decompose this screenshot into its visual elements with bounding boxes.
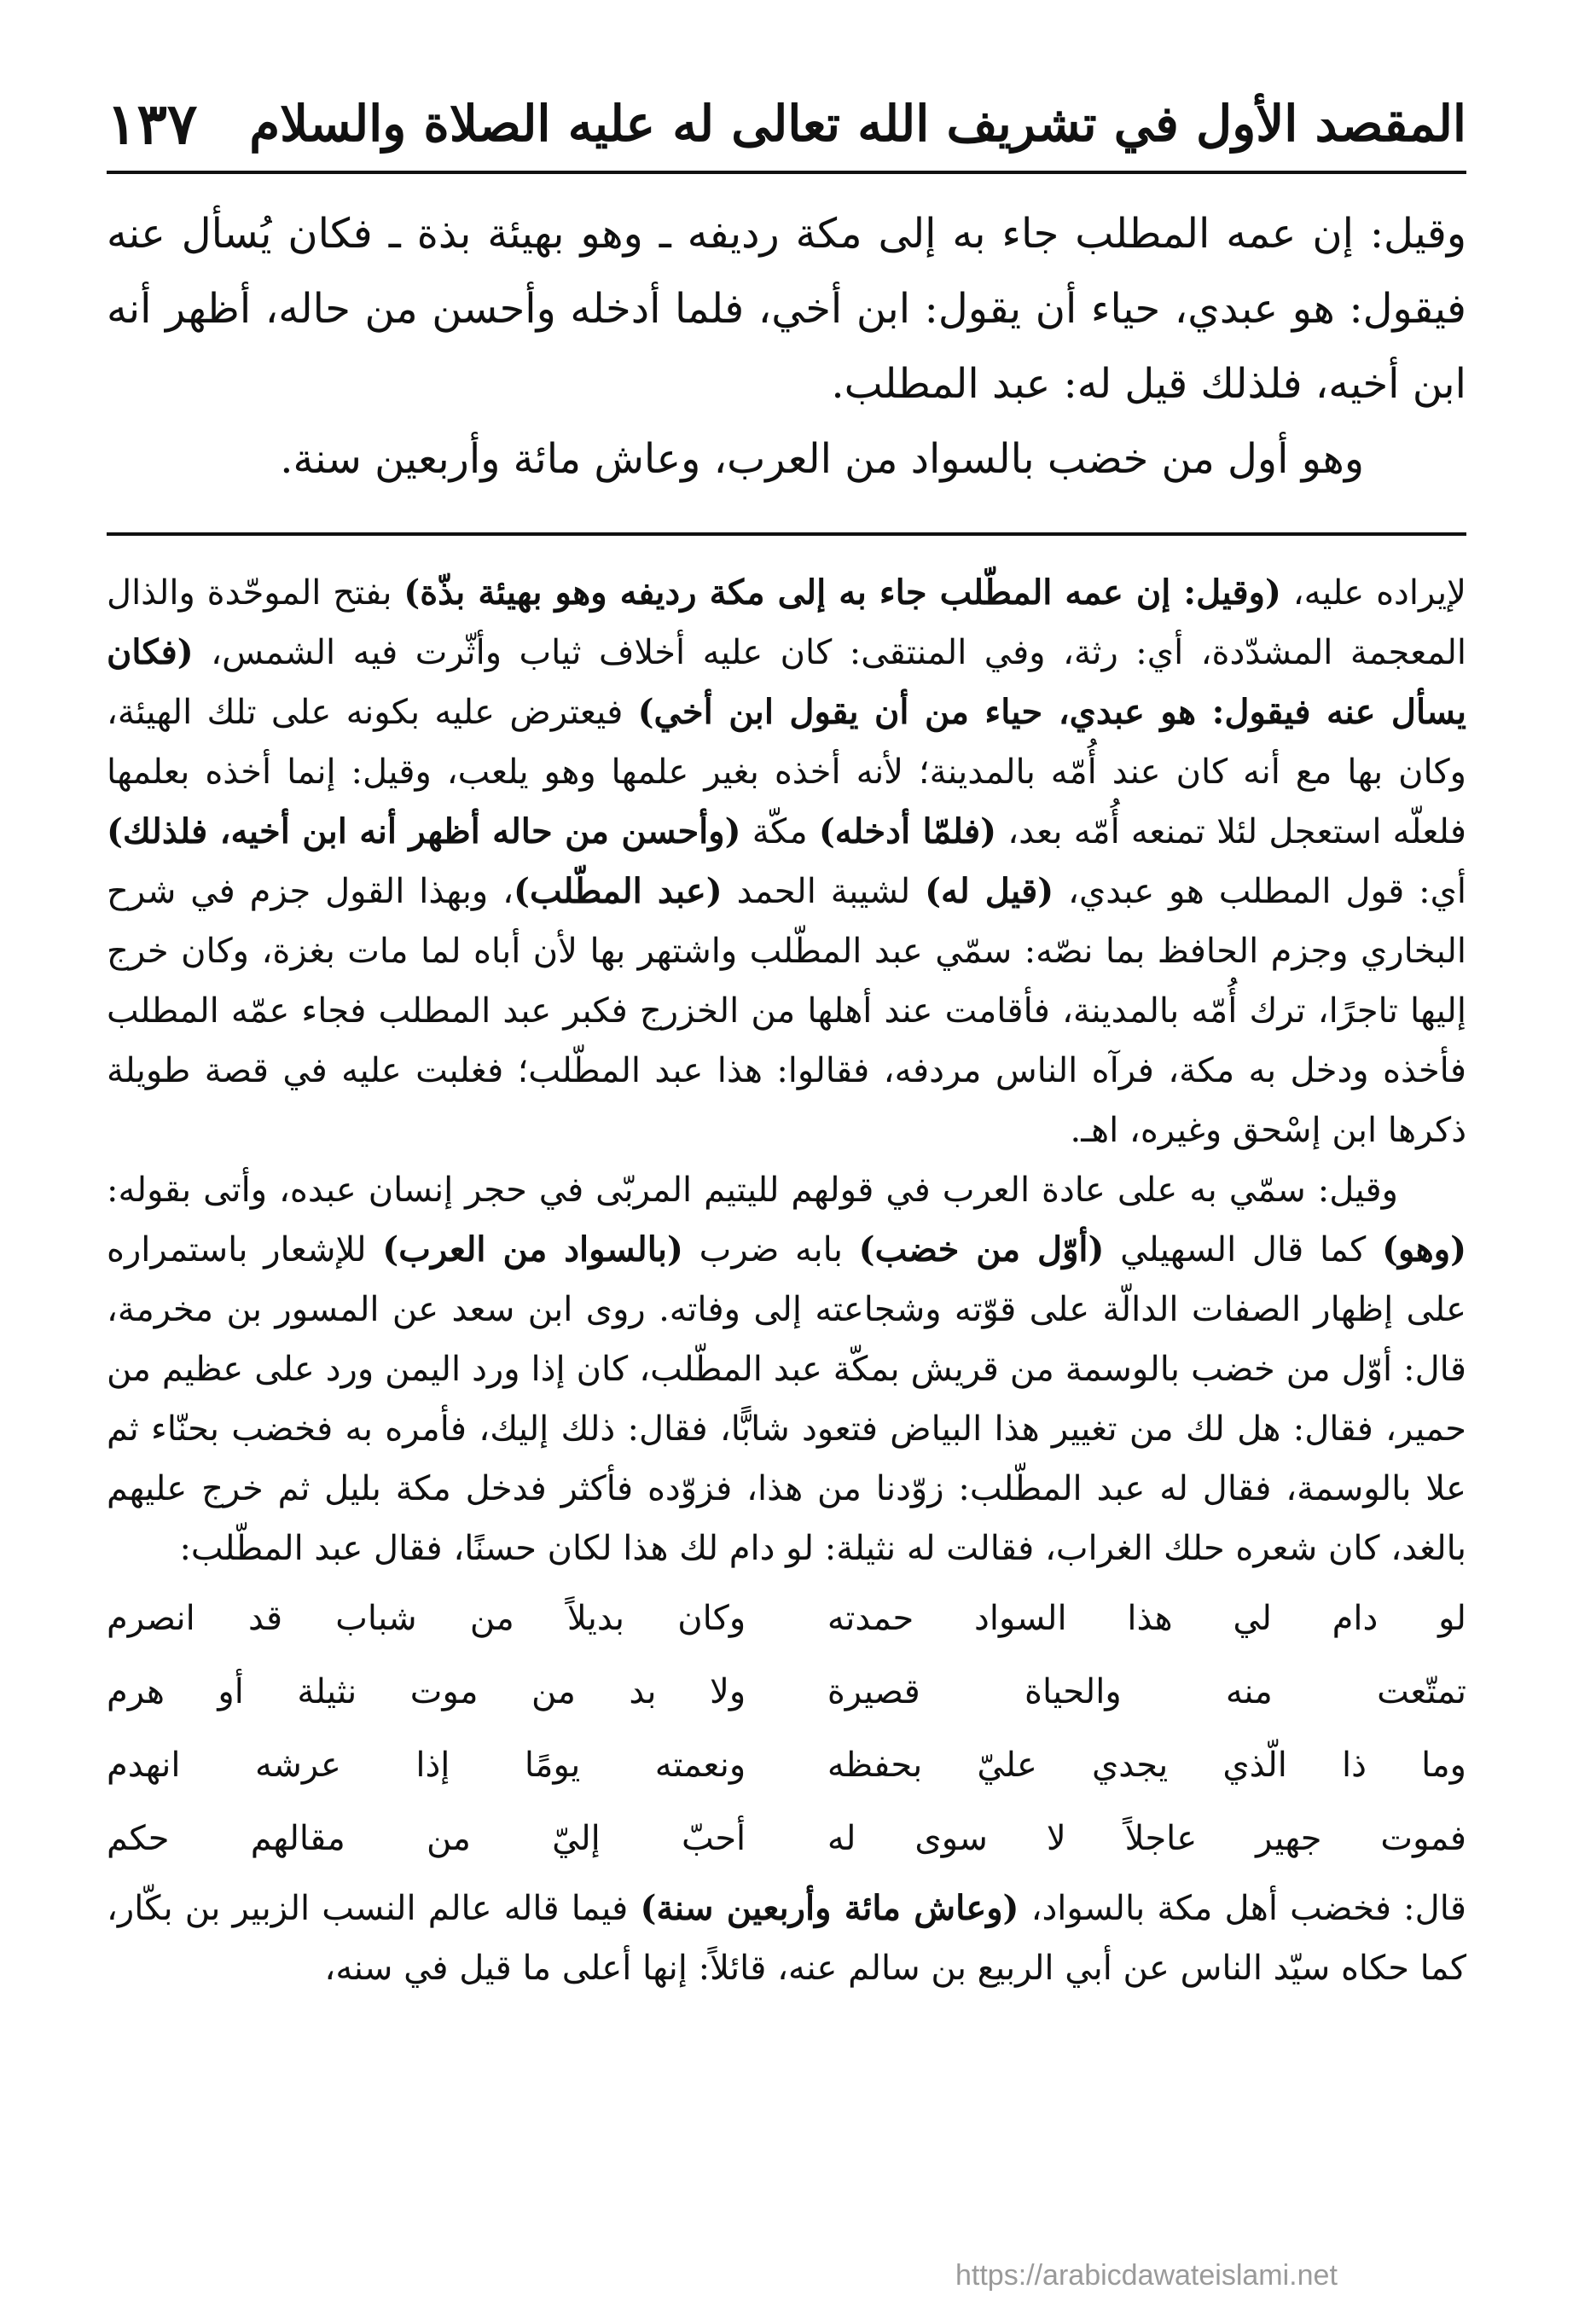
quoted-matn: (قيل له) [925, 871, 1054, 911]
section-divider [107, 532, 1466, 536]
poem-verse [107, 1582, 1466, 1655]
commentary-text: لشيبة الحمد [722, 872, 926, 911]
hemistich-left: ولا بد من موت نثيلة أو هرم [107, 1672, 746, 1711]
hemistich-right: فموت جهير عاجلاً لا سوى له [827, 1819, 1466, 1858]
commentary-text: فيما قاله عالم النسب الزبير بن بكّار، كما حكاه سيّد الناس عن أبي الربيع بن سالم عنه، قائلاً: إنها أعلى ما قيل في سنه، [107, 1889, 1466, 1988]
quoted-matn: (أوّل من خضب) [858, 1229, 1105, 1269]
quoted-matn: (فلمّا أدخله) [818, 811, 997, 851]
hemistich-right: لو دام لي هذا السواد حمدته [827, 1599, 1466, 1638]
commentary-paragraph [107, 1160, 1466, 1578]
header-rule [107, 171, 1466, 174]
running-title: المقصد الأول في تشريف الله تعالى له عليه الصلاة والسلام [249, 95, 1466, 153]
hemistich-left: ونعمته يومًا إذا عرشه انهدم [107, 1746, 746, 1785]
main-text [107, 196, 1466, 497]
commentary-text: فيعترض عليه بكونه على تلك الهيئة، وكان بها مع أنه كان عند أُمّه بالمدينة؛ لأنه أخذه بغير علمها وهو يلعب، وقيل: إنما أخذه بعلمها فلعلّه استعجل لئلا تمنعه أُمّه بعد، [107, 693, 1466, 851]
hemistich-right: تمتّعت منه والحياة قصيرة [827, 1672, 1466, 1711]
commentary-text: للإشعار باستمراره على إظهار الصفات الدالّة على قوّته وشجاعته إلى وفاته. روى ابن سعد عن المسور بن مخرمة، قال: أوّل من خضب بالوسمة من قريش بمكّة عبد المطّلب، كان إذا ورد اليمن ورد على عظيم من حمير، فقال: هل لك من تغيير هذا البياض فتعود شابًّا، فقال: ذلك إليك، فأمره به فخضب بحنّاء ثم علا بالوسمة، فقال له عبد المطّلب: زوّدنا من هذا، فزوّده فأكثر فدخل مكة بليل ثم خرج عليهم بالغد، كان شعره حلك الغراب، فقالت له نثيلة: لو دام لك هذا لكان حسنًا، فقال عبد المطّلب: [107, 1230, 1466, 1568]
poem-verse [107, 1655, 1466, 1728]
commentary-text: مكّة [740, 812, 819, 851]
commentary [107, 563, 1466, 1998]
poem [107, 1582, 1466, 1875]
commentary-text: وقيل: سمّي به على عادة العرب في قولهم لليتيم المربّى في حجر إنسان عبده، وأتى بقوله: [107, 1171, 1398, 1210]
commentary-text: قال: فخضب أهل مكة بالسواد، [1019, 1889, 1467, 1928]
poem-verse [107, 1728, 1466, 1802]
commentary-text: بفتح الموحّدة والذال المعجمة المشدّدة، أي: رثة، وفي المنتقى: كان عليه أخلاف ثياب وأثّرت فيه الشمس، [107, 573, 1466, 672]
hemistich-right: وما ذا الّذي يجدي عليّ بحفظه [827, 1746, 1466, 1785]
quoted-matn: (وقيل: إن عمه المطّلب جاء به إلى مكة رديفه وهو بهيئة بذّة) [403, 572, 1281, 613]
hemistich-left: وكان بديلاً من شباب قد انصرم [107, 1599, 746, 1638]
commentary-text: لإيراده عليه، [1280, 573, 1466, 613]
commentary-paragraph [107, 1879, 1466, 1998]
hemistich-left: أحبّ إليّ من مقالهم حكم [107, 1819, 746, 1858]
quoted-matn: (وهو) [1382, 1229, 1466, 1269]
main-text-paragraph: وقيل: إن عمه المطلب جاء به إلى مكة رديفه ـ وهو بهيئة بذة ـ فكان يُسأل عنه فيقول: هو عبدي، حياء أن يقول: ابن أخي، فلما أدخله وأحسن من حاله، أظهر أنه ابن أخيه، فلذلك قيل له: عبد المطلب. [107, 210, 1466, 408]
commentary-text: بابه ضرب [682, 1230, 859, 1269]
quoted-matn: (وعاش مائة وأربعين سنة) [640, 1888, 1019, 1928]
main-text-paragraph: وهو أول من خضب بالسواد من العرب، وعاش مائة وأربعين سنة. [280, 435, 1364, 483]
commentary-text: أي: قول المطلب هو عبدي، [1054, 872, 1467, 911]
commentary-text: ، وبهذا القول جزم في شرح البخاري وجزم الحافظ بما نصّه: سمّي عبد المطّلب واشتهر بها لأن أباه لما مات بغزة، وكان خرج إليها تاجرًا، ترك أُمّه بالمدينة، فأقامت عند أهلها من الخزرج فكبر عبد المطلب فجاء عمّه المطلب فأخذه ودخل به مكة، فرآه الناس مردفه، فقالوا: هذا عبد المطّلب؛ فغلبت عليه في قصة طويلة ذكرها ابن إسْحق وغيره، اهـ. [107, 872, 1466, 1150]
watermark: https://arabicdawateislami.net [955, 2259, 1338, 2292]
page-number: ١٣٧ [107, 90, 198, 157]
quoted-matn: (وأحسن من حاله أظهر أنه ابن أخيه، فلذلك) [107, 811, 741, 851]
commentary-paragraph [107, 563, 1466, 1160]
page-header [107, 85, 1466, 162]
poem-verse [107, 1802, 1466, 1875]
commentary-text: كما قال السهيلي [1104, 1230, 1383, 1269]
quoted-matn: (بالسواد من العرب) [382, 1229, 683, 1269]
quoted-matn: (فكان يسأل عنه فيقول: هو عبدي، حياء من أن يقول ابن أخي) [107, 632, 1467, 732]
quoted-matn: (عبد المطّلب) [514, 871, 723, 911]
